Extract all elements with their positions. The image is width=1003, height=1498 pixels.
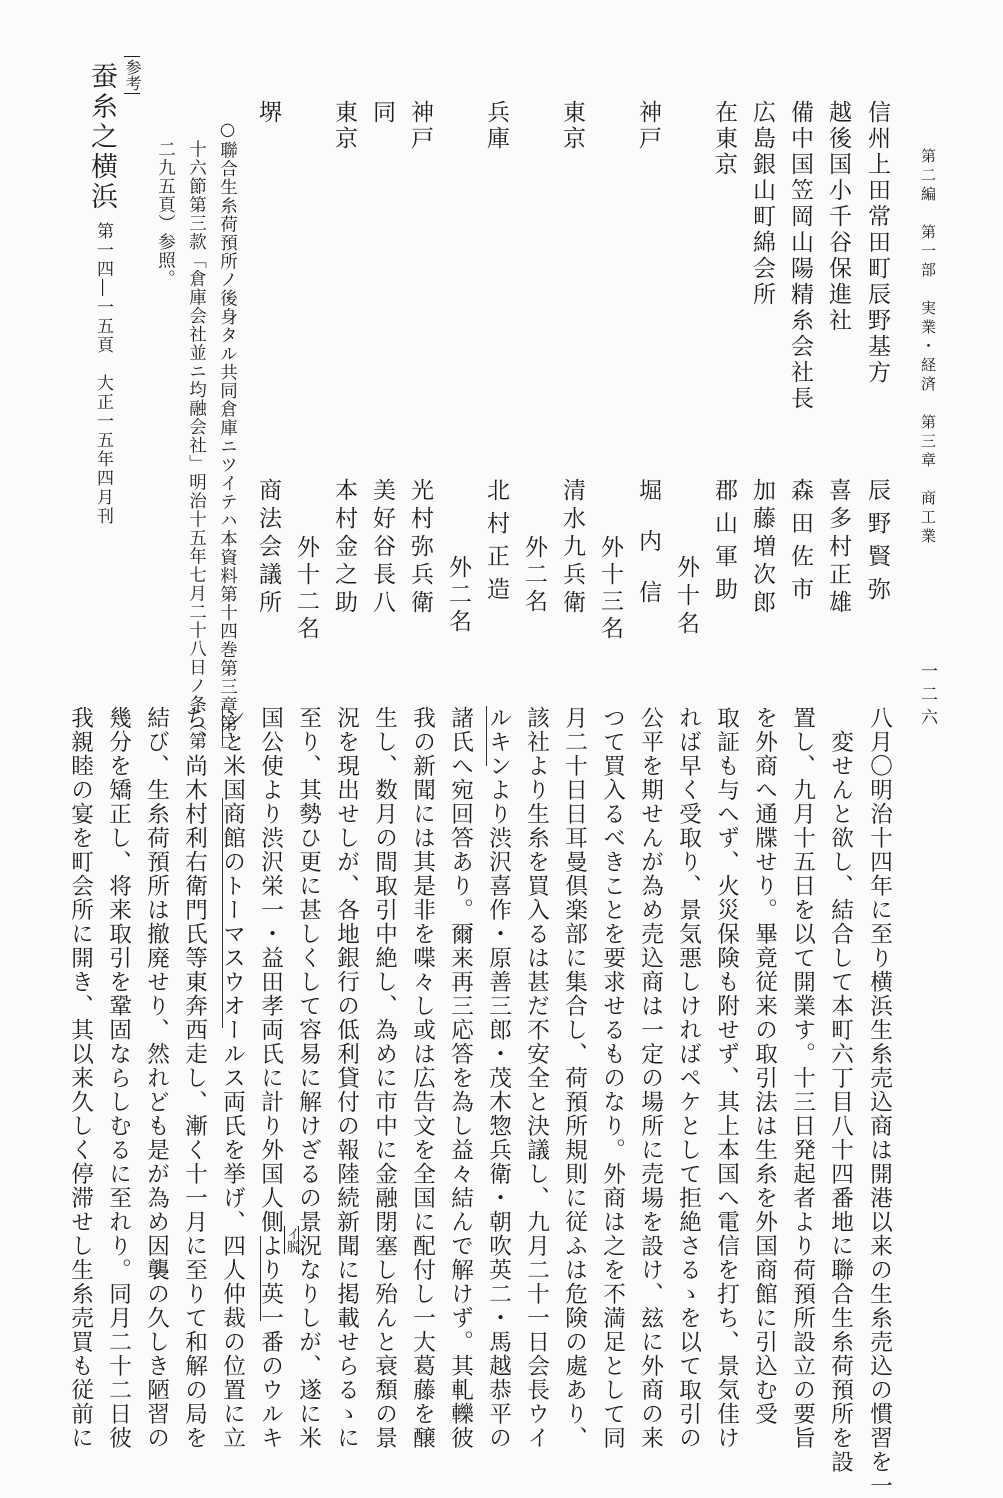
list-name: 北村正造	[483, 478, 509, 610]
reference-tag	[124, 56, 140, 94]
annotation-rule	[222, 798, 223, 1028]
list-place: 同	[369, 100, 395, 126]
list-place: 東京	[559, 100, 585, 152]
body-line: ち、尚木村利右衛門氏等東奔西走し、漸く十一月に至りて和解の局を	[181, 706, 208, 1450]
list-place: 東京	[331, 100, 357, 152]
body-line: 該社より生糸を買入るは甚だ不安全と決議し、九月二十一日会長ウイ	[523, 706, 550, 1450]
list-place: 信州上田常田町辰野基方	[864, 100, 890, 386]
note-line: ○聯合生糸荷預所ノ後身タル共同倉庫ニツイテハ本資料第十四巻第三章第二	[217, 120, 238, 752]
body-line: を外商へ通牒せり。畢竟従来の取引法は生糸を外国商館に引込む受	[751, 706, 778, 1426]
body-line: 結び、生糸荷預所は撤廃せり、然れども是が為め因襲の久しき陋習の	[143, 706, 170, 1450]
body-line: れば早く受取り、景気悪しければペケとして拒絶さるゝを以て取引の	[675, 706, 702, 1450]
list-extra: 外二名	[445, 555, 471, 636]
note-line: 二九五頁）参照。	[155, 140, 176, 288]
list-name: 辰野賢弥	[864, 478, 890, 610]
note-line: 十六節第三款「倉庫会社並ニ均融会社」明治十五年七月二十八日ノ条（第	[186, 140, 207, 751]
body-line: 至り、其勢ひ更に甚しくして容易に解けざるの景況なりしが、遂に米	[295, 706, 322, 1450]
list-extra: 外十三名	[597, 535, 623, 643]
list-extra: 外二名	[521, 535, 547, 616]
list-place: 広島銀山町綿会所	[749, 100, 775, 308]
list-name: 清水九兵衛	[559, 478, 585, 618]
body-line: 我の新聞には其是非を喋々し或は広告文を全国に配付し一大葛藤を醸	[409, 706, 436, 1450]
list-name: 喜多村正雄	[825, 478, 851, 618]
annotation-rule	[486, 706, 487, 766]
omission-marker-text: イ脱	[284, 1227, 299, 1253]
list-name: 本村金之助	[331, 478, 357, 618]
body-line: 我親睦の宴を町会所に開き、其以来久しく停滞せし生糸売買も従前に	[67, 706, 94, 1450]
body-line: 国公使より渋沢栄一・益田孝両氏に計り外国人側より英一番のウルキ	[257, 706, 284, 1450]
list-place: 在東京	[711, 100, 737, 178]
list-name: 堀内信	[635, 478, 661, 631]
list-name: 郡山軍助	[711, 478, 737, 610]
body-line: 取証も与へず、火災保険も附せず、其上本国へ電信を打ち、景気佳け	[713, 706, 740, 1450]
list-place: 兵庫	[483, 100, 509, 152]
list-name: 光村弥兵衛	[407, 478, 433, 618]
body-line	[868, 706, 891, 1498]
body-line: 生し、数月の間取引中絶し、為めに市中に金融閉塞し殆んと衰頽の景	[371, 706, 398, 1450]
reference-title: 蚕糸之横浜	[86, 62, 117, 212]
body-line: 諸氏へ宛回答あり。爾来再三応答を為し益々結んで解けず。其軋轢彼	[447, 706, 474, 1450]
list-name: 森田佐市	[787, 478, 813, 610]
body-line: 公平を期せんが為め売込商は一定の場所に売場を設け、玆に外商の来	[637, 706, 664, 1450]
list-name: 加藤増次郎	[749, 478, 775, 618]
list-place: 越後国小千谷保進社	[825, 100, 851, 334]
reference-source: 第一四―一五頁 大正一五年四月刊	[93, 222, 113, 526]
reference-tag-text: 参考	[124, 56, 140, 94]
list-extra: 外十二名	[293, 535, 319, 643]
body-line: つて買入るべきことを要求せるものなり。外商は之を不満足として同	[599, 706, 626, 1450]
page-number: 一二六	[917, 662, 937, 731]
annotation-rule	[260, 1236, 261, 1321]
list-place: 神戸	[407, 100, 433, 152]
list-extra: 外十名	[673, 555, 699, 639]
annotation-rule	[222, 706, 223, 746]
running-title: 第二編 第一部 実業・経済 第三章 商工業	[919, 148, 937, 547]
body-line: 置し、九月十五日を以て開業す。十三日発起者より荷預所設立の要旨	[789, 706, 816, 1450]
body-line: 幾分を矯正し、将来取引を鞏固ならしむるに至れり。同月二十二日彼	[105, 706, 132, 1450]
list-name: 美好谷長八	[369, 478, 395, 618]
omission-marker	[284, 1226, 299, 1254]
body-line: 月二十日日耳曼倶楽部に集合し、荷預所規則に従ふは危険の處あり、	[561, 706, 588, 1450]
list-place: 堺	[255, 100, 281, 126]
body-line: ンと米国商館のトーマスウオールス両氏を挙げ、四人仲裁の位置に立	[219, 706, 246, 1450]
body-line: 変せんと欲し、結合して本町六丁目八十四番地に聯合生糸荷預所を設	[827, 730, 854, 1474]
list-name: 商法会議所	[255, 478, 281, 618]
list-place: 神戸	[635, 100, 661, 152]
body-text: 八月〇明治十四年に至り横浜生糸売込商は開港以来の生糸売込の慣習を一	[866, 706, 893, 1498]
list-place: 備中国笠岡山陽精糸会社長	[787, 100, 813, 412]
body-line: 況を現出せしが、各地銀行の低利貸付の報陸続新聞に掲載せらるゝに	[333, 706, 360, 1450]
body-line: ルキンより渋沢喜作・原善三郎・茂木惣兵衛・朝吹英二・馬越恭平の	[485, 706, 512, 1450]
